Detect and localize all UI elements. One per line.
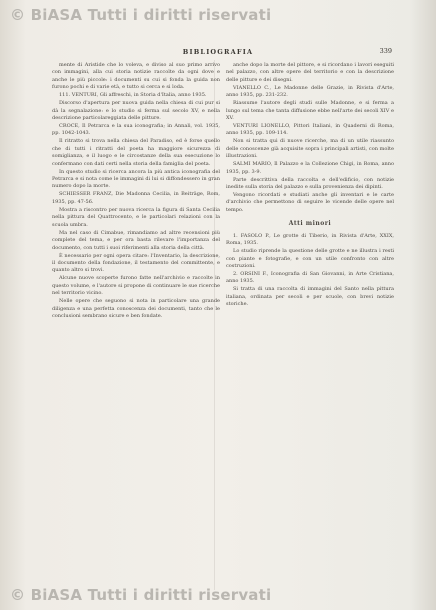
right-column	[226, 62, 394, 309]
paragraph: VIANELLO C., Le Madonne delle Grazie, in Rivista d'Arte, anno 1935, pp. 231-232.	[226, 84, 394, 99]
paragraph: 111. VENTURI, Gli affreschi, in Storia d'Italia, anno 1935.	[59, 92, 207, 99]
page-number: 339	[379, 47, 392, 55]
paragraph: CROCE, Il Petrarca e la sua iconografia; in Annali, vol. 1935, pp. 1042-1043.	[52, 123, 220, 137]
paragraph: Mostra a riscontro per nuova ricerca la figura di Santa Cecilia nella pittura del Quattrocento, e le particolari relazioni con la scuola umbra.	[52, 206, 220, 228]
paragraph: SCHIESSER FRANZ, Die Madonna Cecilia, in Beiträge, Rom, 1935, pp. 47-56.	[52, 191, 220, 205]
paragraph: In questo studio si ricerca ancora la più antica iconografia del Petrarca e si nota come le immagini di lui si diffondessero in gran numero dopo la morte.	[52, 168, 220, 190]
paragraph: VENTURI LIONELLO, Pittori Italiani, in Quaderni di Roma, anno 1935, pp. 109-114.	[226, 123, 394, 137]
watermark-text: © BiASA Tutti i diritti riservati	[10, 586, 272, 604]
paragraph: 1. FASOLO P., Le grotte di Tiberio, in Rivista d'Arte, XXIX, Roma, 1935.	[226, 232, 394, 247]
paragraph: Parte descrittiva della raccolta e dell'edificio, con notizie inedite sulla storia del palazzo e sulla provenienza dei dipinti.	[226, 176, 394, 191]
paragraph: mente di Aristide che lo voleva, e diviso al suo primo arrivo con immagini, alla cui storia notizie raccolte da ogni dove e anche le più piccole: i documenti su cui si fonda la guida non furono pochi e di varie età, e tutto si cerca e si loda.	[52, 62, 220, 91]
paragraph: Non si tratta qui di nuove ricerche, ma di un utile riassunto delle conoscenze già acquisite sopra i principali artisti, con molte illustrazioni.	[226, 138, 394, 160]
section-heading: Atti minori	[288, 220, 332, 228]
paragraph: 2. ORSINI F., Iconografia di San Giovanni, in Arte Cristiana, anno 1935.	[226, 270, 394, 285]
paragraph: È necessario per ogni opera citare: l'Inventario, la descrizione, il documento della fondazione, il testamento del committente, e quanto altro si trovi.	[52, 252, 220, 274]
paragraph: SALMI MARIO, Il Palazzo e la Collezione Chigi, in Roma, anno 1935, pp. 3-9.	[226, 161, 394, 175]
paragraph: anche dopo la morte del pittore, e si ricordano i lavori eseguiti nel palazzo, con altre opere del territorio e con la descrizione delle pitture e dei disegni.	[226, 62, 394, 83]
watermark-bottom	[10, 586, 271, 604]
paragraph: Riassume l'autore degli studi sulle Madonne, e si ferma a lungo sul tema che tanta diffusione ebbe nell'arte dei secoli XIV e XV.	[226, 100, 394, 122]
running-head: BIBLIOGRAFIA	[182, 48, 254, 56]
watermark-top	[10, 6, 271, 24]
paragraph: Lo studio riprende la questione delle grotte e ne illustra i resti con piante e fotografie, e con un utile confronto con altre costruzioni.	[226, 248, 394, 269]
paragraph: Si tratta di una raccolta di immagini del Santo nella pittura italiana, ordinata per secoli e per scuole, con brevi notizie storiche.	[226, 286, 394, 308]
paragraph: Discorso d'apertura per nuova guida nella chiesa di cui pur si dà la segnalazione: e lo studio si ferma sul secolo XV, e nella descrizione particolareggiata delle pitture.	[52, 100, 220, 122]
paragraph: Vengono ricordati e studiati anche gli inventari e le carte d'archivio che permettono di seguire le vicende delle opere nel tempo.	[226, 192, 394, 213]
watermark-text: © BiASA Tutti i diritti riservati	[10, 6, 272, 24]
paragraph: Ma nel caso di Cimabue, rimandiamo ad altre recensioni più complete del tema, e per ora basta rilevare l'importanza del documento, con tutti i suoi riferimenti alla storia della città.	[52, 229, 220, 251]
left-column	[52, 62, 220, 321]
paragraph: Il ritratto si trova nella chiesa del Paradiso, ed è forse quello che di tutti i ritratti del poeta ha maggiore sicurezza di somiglianza, e il luogo e le circostanze della sua esecuzione lo confermano con dati certi nella storia della famiglia del poeta.	[52, 138, 220, 167]
paragraph: Alcune nuove scoperte furono fatte nell'archivio e raccolte in questo volume, e l'autore si propone di continuare le sue ricerche nel territorio vicino.	[52, 275, 220, 297]
paragraph: Nelle opere che seguono si nota in particolare una grande diligenza e una perfetta conoscenza dei documenti, tanto che le conclusioni sembrano sicure e ben fondate.	[52, 298, 220, 319]
